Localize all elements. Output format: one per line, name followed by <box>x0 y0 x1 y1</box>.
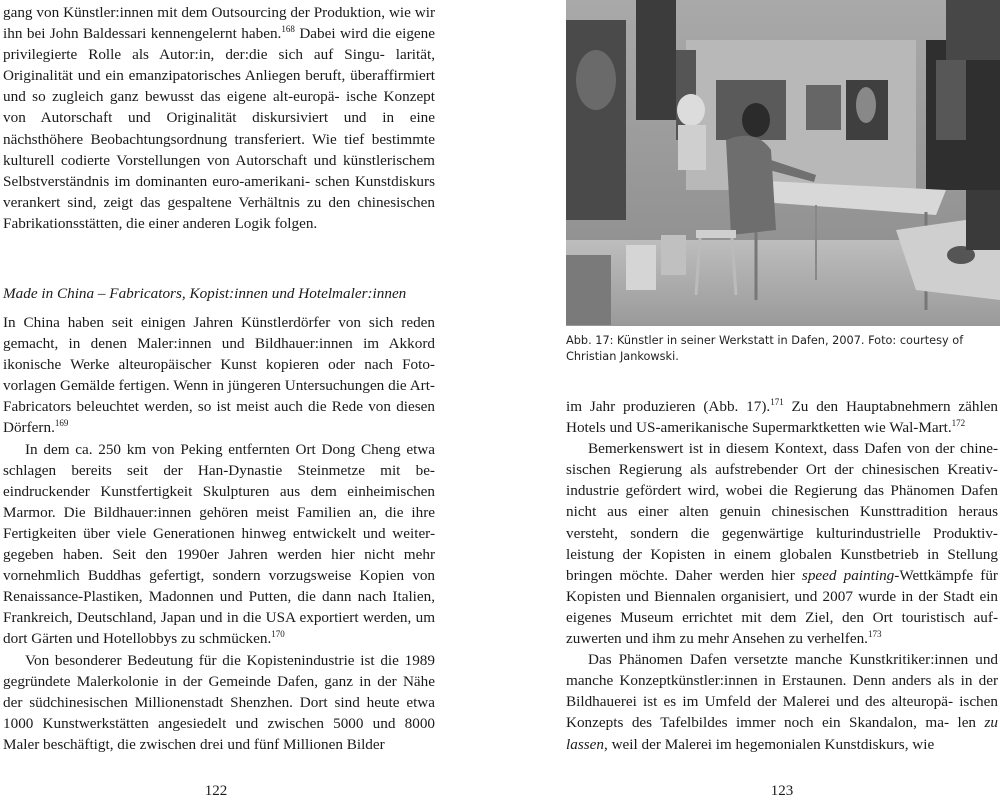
text-line: künstlerischem Selbstverständnis im dominanten euro-amerikani- <box>3 151 435 190</box>
text-line: larität, Originalität und ein emanzipatorisches Anliegen beruft, <box>3 46 435 85</box>
text-line: in eine nächsthöhere Beobachtungsordnung transferiert. Wie tief <box>3 109 436 148</box>
footnote-marker[interactable]: 173 <box>867 628 882 639</box>
text-line: gang von Künstler:innen mit dem Outsourcing der Produktion, <box>3 4 386 21</box>
figure-photo <box>566 0 1000 326</box>
text-line: überaffirmiert und so zugleich ganz bewusst das eigene alt-europä- <box>3 67 435 106</box>
italic-term: zu lassen <box>566 714 998 753</box>
footnote-marker[interactable]: 169 <box>54 418 69 429</box>
text-line: zu den chinesischen Fabrikationsstätten, die einer anderen Logik <box>3 193 435 232</box>
italic-term: speed painting <box>801 566 895 584</box>
text-line: wie wir ihn bei John Baldessari kennengelernt haben. <box>3 4 436 43</box>
footnote-marker[interactable]: 171 <box>770 396 784 407</box>
page-number: 123 <box>770 783 794 799</box>
text-line: folgen. <box>274 214 318 232</box>
footnote-marker[interactable]: 172 <box>951 418 966 429</box>
text-line: Dabei wird die eigene privilegierte Rolle als Autor:in, der:die sich auf Singu- <box>3 25 435 64</box>
body-text <box>3 312 435 755</box>
section-heading: Made in China – Fabricators, Kopist:innen und Hotelmaler:innen <box>3 285 407 302</box>
figure-caption: Abb. 17: Künstler in seiner Werkstatt in Dafen, 2007. Foto: courtesy of Christian Jankowski. <box>566 334 964 363</box>
paragraph-1 <box>3 2 435 234</box>
paragraph-2: Bemerkenswert ist in diesem Kontext, dass Dafen von der chine- sischen Regierung als aufstrebender Ort der chinesischen Kreativ- industrie gefördert wird, wobei die Regierung das Phänomen Dafen nicht aus einer alten genuin chinesischen Kunsttradition heraus versteht, sondern die gegenwärtige kulturindustrielle Produktiv- leistung der Kopisten in einem globalen Kunstbetrieb in Stellung bringen möchte. Daher werden hier speed painting-Wettkämpfe für Kopisten und Biennalen organisiert, und 2007 wurde in der Stadt ein eigenes Museum errichtet mit dem Ziel, den Ort touristisch auf- zuwerten und ihm zu mehr Ansehen zu verhelfen.$^{173}$ <box>566 440 999 648</box>
paragraph-1: im Jahr produzieren (Abb. 17).$^{171}$ Zu den Hauptabnehmern zählen Hotels und US-amerikanische Supermarktketten wie Wal-Mart.$^{172}$ <box>566 396 998 437</box>
footnote-marker[interactable]: 170 <box>271 629 285 640</box>
page-number: 122 <box>204 783 228 799</box>
text-line: schen Kunstdiskurs verankert sind, zeigt das gespaltene Verhältnis <box>3 172 435 211</box>
footnote-marker[interactable]: 168 <box>281 24 295 35</box>
text-line: ische Konzept von Autorschaft und Originalität diskursiviert und <box>3 88 435 127</box>
paragraph-2: In China haben seit einigen Jahren Künstlerdörfer von sich reden gemacht, in denen Maler:innen und Bildhauer:innen im Akkord ikonische Werke alteuropäischer Kunst kopieren oder nach Foto- vorlagen Gemälde fertigen. Wenn in jüngeren Untersuchungen die Art-Fabricators beleuchtet werden, so ist meist auch die Rede von diesen Dörfern.$^{169}$ <box>3 314 436 437</box>
right-page <box>500 0 1000 800</box>
paragraph-3: In dem ca. 250 km von Peking entfernten Ort Dong Cheng etwa schlagen bereits seit der Han-Dynastie Steinmetze mit be- eindruckender Kunstfertigkeit Skulpturen aus dem einheimischen Marmor. Die Bildhauer:innen gehören meist Familien an, die ihre Fertigkeiten über viele Generationen hinweg entwickelt und weiter- gegeben haben. Seit den 1990er Jahren werden hier nicht mehr vornehmlich Buddhas gefertigt, sondern vorzugsweise Kopien von Renaissance-Plastiken, Madonnen und Putten, die dann nach Italien, Frankreich, Deutschland, Japan und in die USA exportiert werden, um dort Gärten und Hotellobbys zu schmücken.$^{170}$ <box>3 440 436 648</box>
text-line: bestimmte kulturell codierte Vorstellungen von Autorschaft und <box>3 130 435 169</box>
paragraph-3: Das Phänomen Dafen versetzte manche Kunstkritiker:innen und manche Konzeptkünstler:innen in Erstaunen. Denn anders als in der Bildhauerei ist es im Umfeld der Malerei und des alteuropä- ischen Konzepts des Tafelbildes immer noch ein Skandalon, ma- len zu lassen, weil der Malerei im hegemonialen Kunstdiskurs, wie <box>566 651 998 753</box>
body-text <box>566 396 998 755</box>
workshop-photo-illustration <box>566 0 1000 326</box>
paragraph-4: Von besonderer Bedeutung für die Kopistenindustrie ist die 1989 gegründete Malerkolonie in der Gemeinde Dafen, ganz in der Nähe der südchinesischen Millionenstadt Shenzhen. Dort sind heute etwa 1000 Kunstwerkstätten angesiedelt und zwischen 5000 und 8000 Maler beschäftigt, die zwischen drei und fünf Millionen Bilder <box>3 651 435 753</box>
